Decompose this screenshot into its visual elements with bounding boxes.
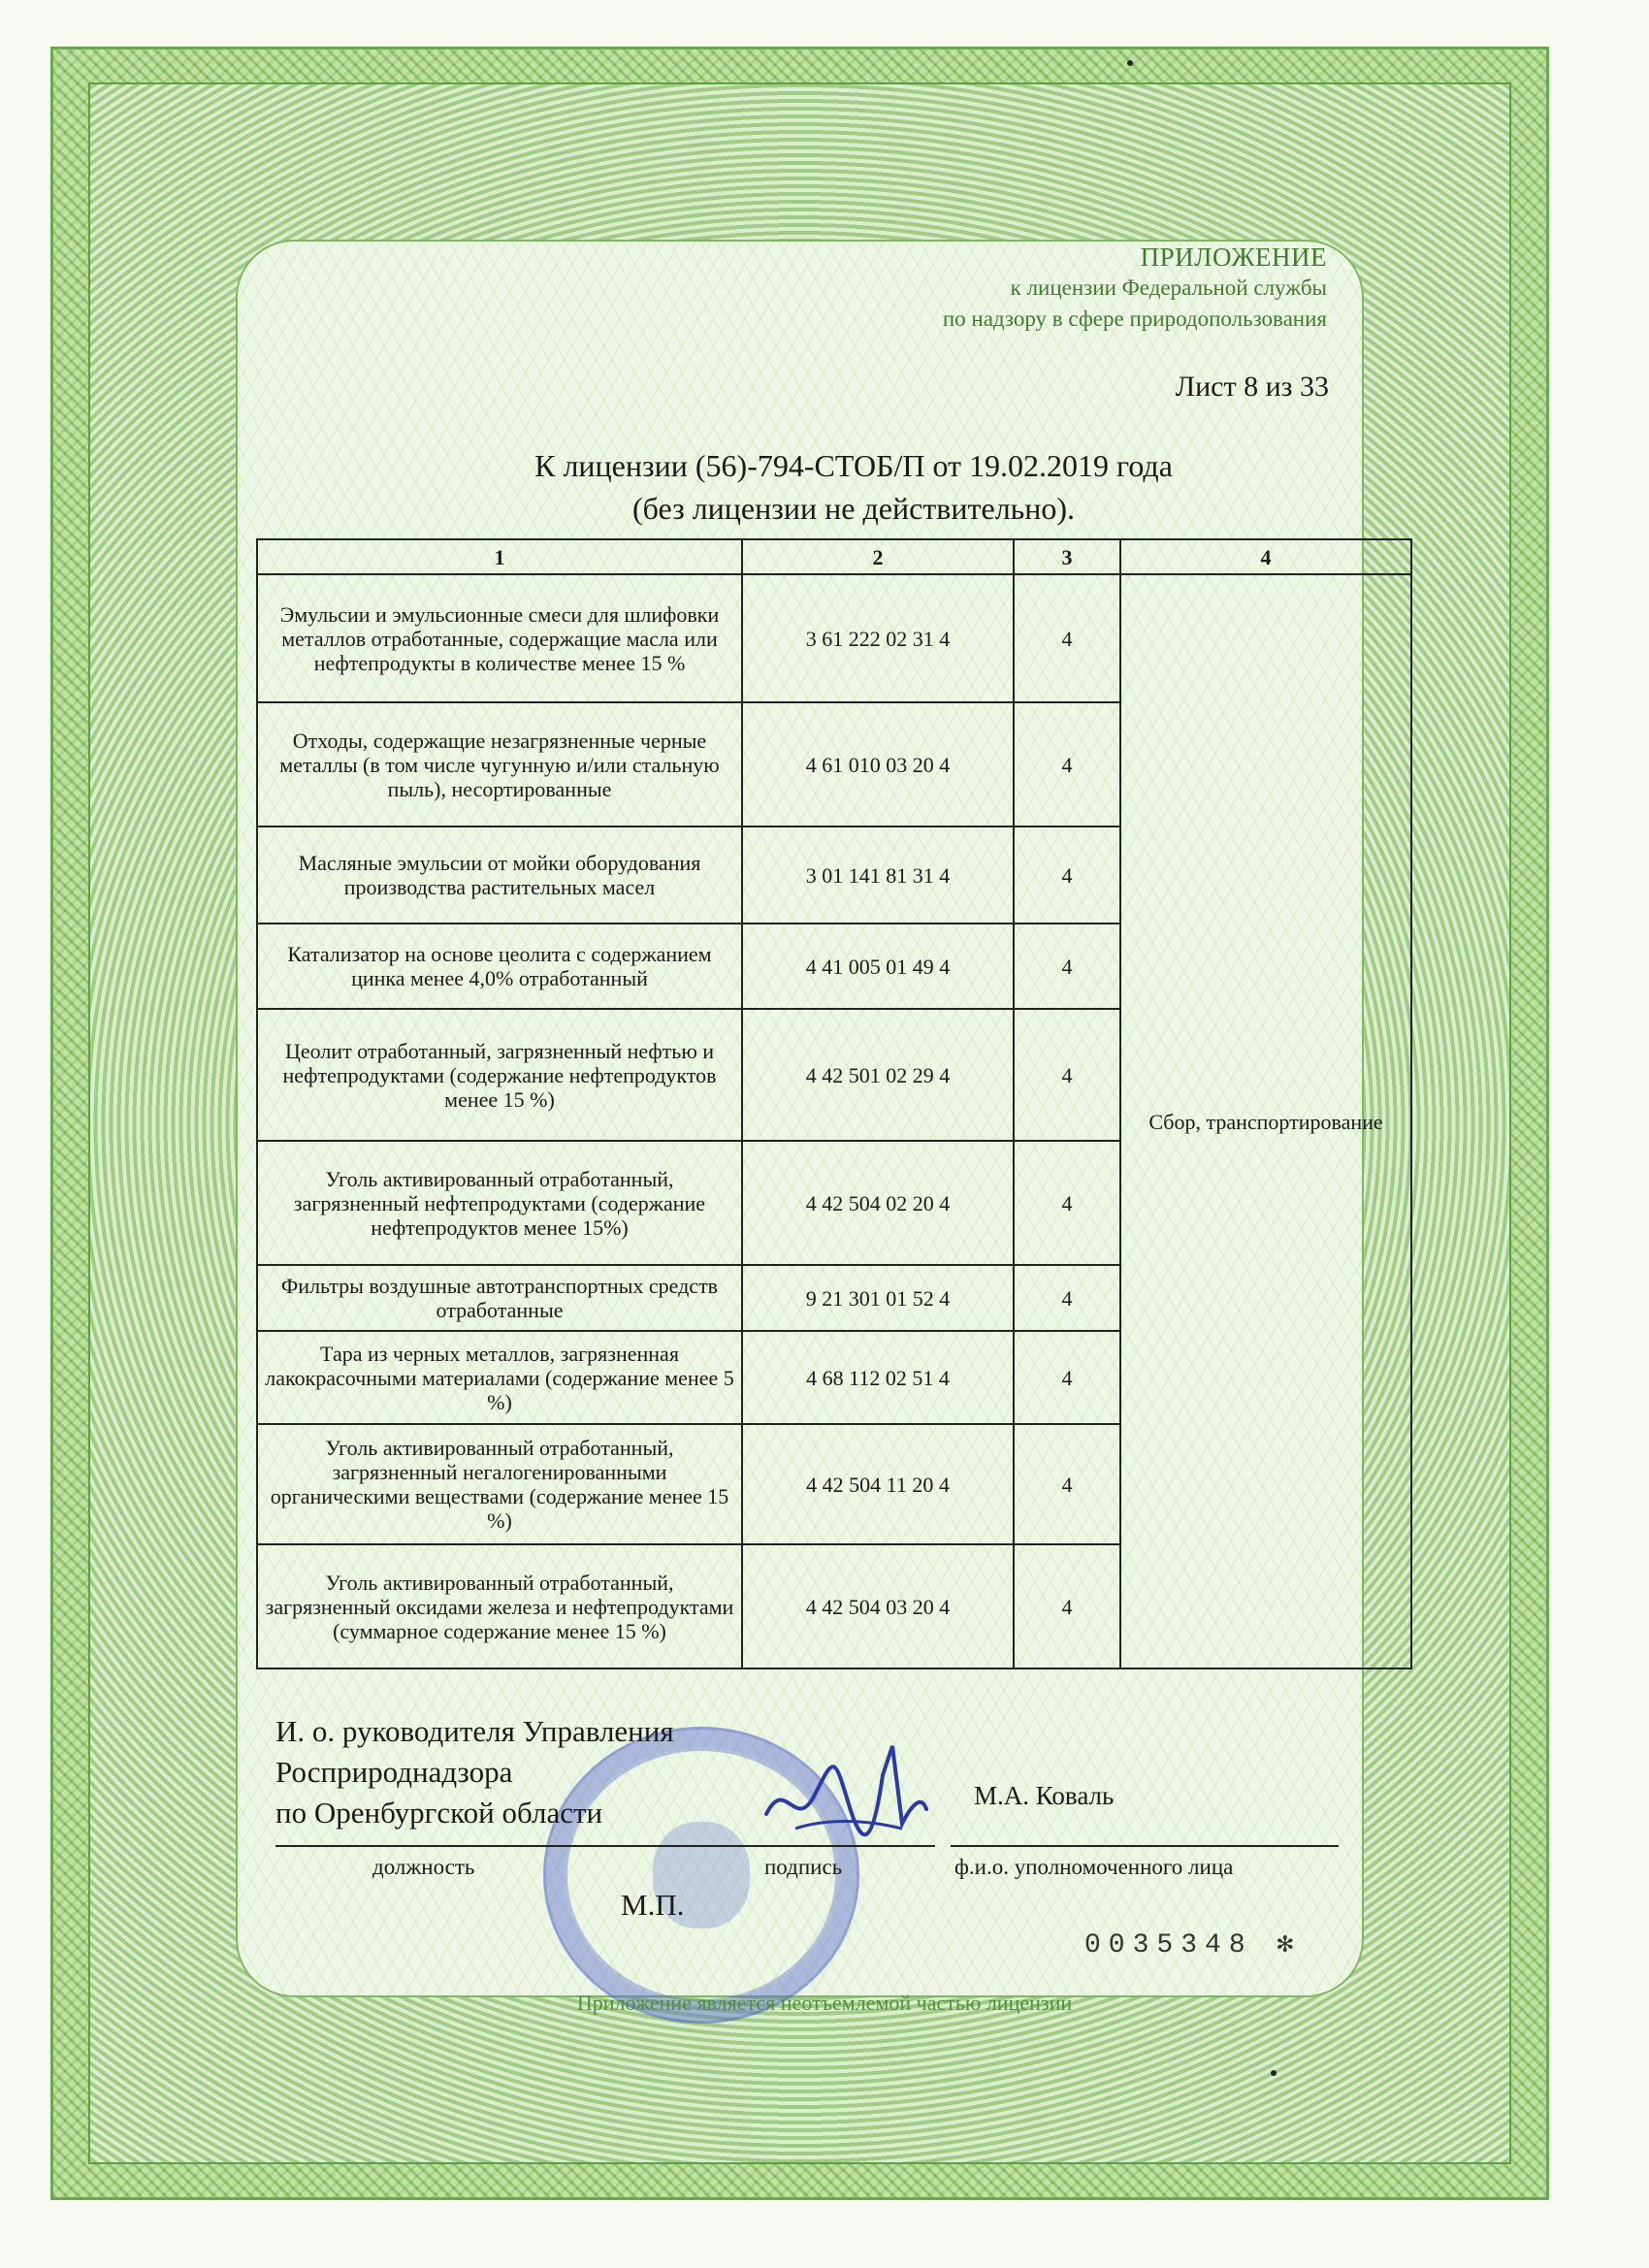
- waste-code-cell: 3 61 222 02 31 4: [742, 574, 1014, 702]
- waste-name-cell: Фильтры воздушные автотранспортных средств отработанные: [257, 1265, 742, 1331]
- waste-code-cell: 4 42 504 02 20 4: [742, 1141, 1014, 1265]
- waste-code-cell: 4 42 501 02 29 4: [742, 1009, 1014, 1141]
- punch-mark: [1271, 2070, 1277, 2076]
- signature-underline: [770, 1845, 935, 1847]
- waste-name-cell: Цеолит отработанный, загрязненный нефтью и нефтепродуктами (содержание нефтепродуктов менее 15 %): [257, 1009, 742, 1141]
- hazard-class-cell: 4: [1014, 1009, 1120, 1141]
- waste-code-cell: 4 42 504 11 20 4: [742, 1424, 1014, 1544]
- signer-position-line-1: И. о. руководителя Управления: [275, 1714, 674, 1748]
- signer-position: [275, 1711, 674, 1833]
- waste-name-cell: Отходы, содержащие незагрязненные черные металлы (в том числе чугунную и/или стальную пыль), несортированные: [257, 702, 742, 826]
- appendix-title: ПРИЛОЖЕНИЕ: [1140, 243, 1327, 272]
- table-header-row: [257, 539, 1411, 574]
- activity-cell: Сбор, транспортирование: [1120, 574, 1411, 1669]
- appendix-subtitle-1: к лицензии Федеральной службы: [1010, 275, 1327, 300]
- waste-code-cell: 4 42 504 03 20 4: [742, 1544, 1014, 1669]
- name-underline: [951, 1845, 1339, 1847]
- hazard-class-cell: 4: [1014, 1331, 1120, 1424]
- sheet-number: Лист 8 из 33: [1175, 371, 1329, 403]
- table-row: [257, 574, 1411, 702]
- hazard-class-cell: 4: [1014, 1544, 1120, 1669]
- license-validity-note: (без лицензии не действительно).: [631, 491, 1076, 526]
- seal-place-label: М.П.: [621, 1888, 685, 1922]
- handwritten-signature: [757, 1736, 931, 1853]
- caption-name: ф.и.о. уполномоченного лица: [954, 1855, 1234, 1879]
- waste-code-cell: 4 61 010 03 20 4: [742, 702, 1014, 826]
- hazard-class-cell: 4: [1014, 702, 1120, 826]
- waste-name-cell: Уголь активированный отработанный, загрязненный нефтепродуктами (содержание нефтепродуктов менее 15%): [257, 1141, 742, 1265]
- waste-name-cell: Тара из черных металлов, загрязненная лакокрасочными материалами (содержание менее 5 %): [257, 1331, 742, 1424]
- hazard-class-cell: 4: [1014, 574, 1120, 702]
- appendix-header: [943, 243, 1327, 335]
- footer-note: Приложение является неотъемлемой частью лицензии: [576, 1991, 1073, 2015]
- hazard-class-cell: 4: [1014, 826, 1120, 923]
- waste-name-cell: Уголь активированный отработанный, загрязненный оксидами железа и нефтепродуктами (суммарное содержание менее 15 %): [257, 1544, 742, 1669]
- license-reference: [369, 444, 1339, 530]
- signer-position-line-3: по Оренбургской области: [275, 1796, 603, 1830]
- serial-number: 0035348 ✻: [1084, 1930, 1302, 1960]
- signer-name: М.А. Коваль: [974, 1781, 1115, 1810]
- hazard-class-cell: 4: [1014, 1424, 1120, 1544]
- waste-name-cell: Уголь активированный отработанный, загрязненный негалогенированными органическими веществами (содержание менее 15 %): [257, 1424, 742, 1544]
- license-number-line: К лицензии (56)-794-СТОБ/П от 19.02.2019 года: [534, 448, 1173, 483]
- hazard-class-cell: 4: [1014, 1265, 1120, 1331]
- waste-code-cell: 4 41 005 01 49 4: [742, 923, 1014, 1009]
- hazard-class-cell: 4: [1014, 923, 1120, 1009]
- punch-mark: [1127, 60, 1133, 66]
- hazard-class-cell: 4: [1014, 1141, 1120, 1265]
- table-header-cell: 4: [1120, 539, 1411, 574]
- waste-name-cell: Масляные эмульсии от мойки оборудования производства растительных масел: [257, 826, 742, 923]
- waste-table: [256, 538, 1412, 1669]
- waste-name-cell: Эмульсии и эмульсионные смеси для шлифовки металлов отработанные, содержащие масла или нефтепродукты в количестве менее 15 %: [257, 574, 742, 702]
- caption-position: должность: [372, 1855, 475, 1879]
- position-underline: [275, 1845, 770, 1847]
- waste-code-cell: 3 01 141 81 31 4: [742, 826, 1014, 923]
- waste-code-cell: 4 68 112 02 51 4: [742, 1331, 1014, 1424]
- caption-signature: подпись: [764, 1855, 843, 1879]
- signer-position-line-2: Росприроднадзора: [275, 1755, 513, 1789]
- waste-code-cell: 9 21 301 01 52 4: [742, 1265, 1014, 1331]
- waste-name-cell: Катализатор на основе цеолита с содержанием цинка менее 4,0% отработанный: [257, 923, 742, 1009]
- table-header-cell: 2: [742, 539, 1014, 574]
- table-header-cell: 1: [257, 539, 742, 574]
- appendix-subtitle-2: по надзору в сфере природопользования: [942, 307, 1327, 331]
- table-header-cell: 3: [1014, 539, 1120, 574]
